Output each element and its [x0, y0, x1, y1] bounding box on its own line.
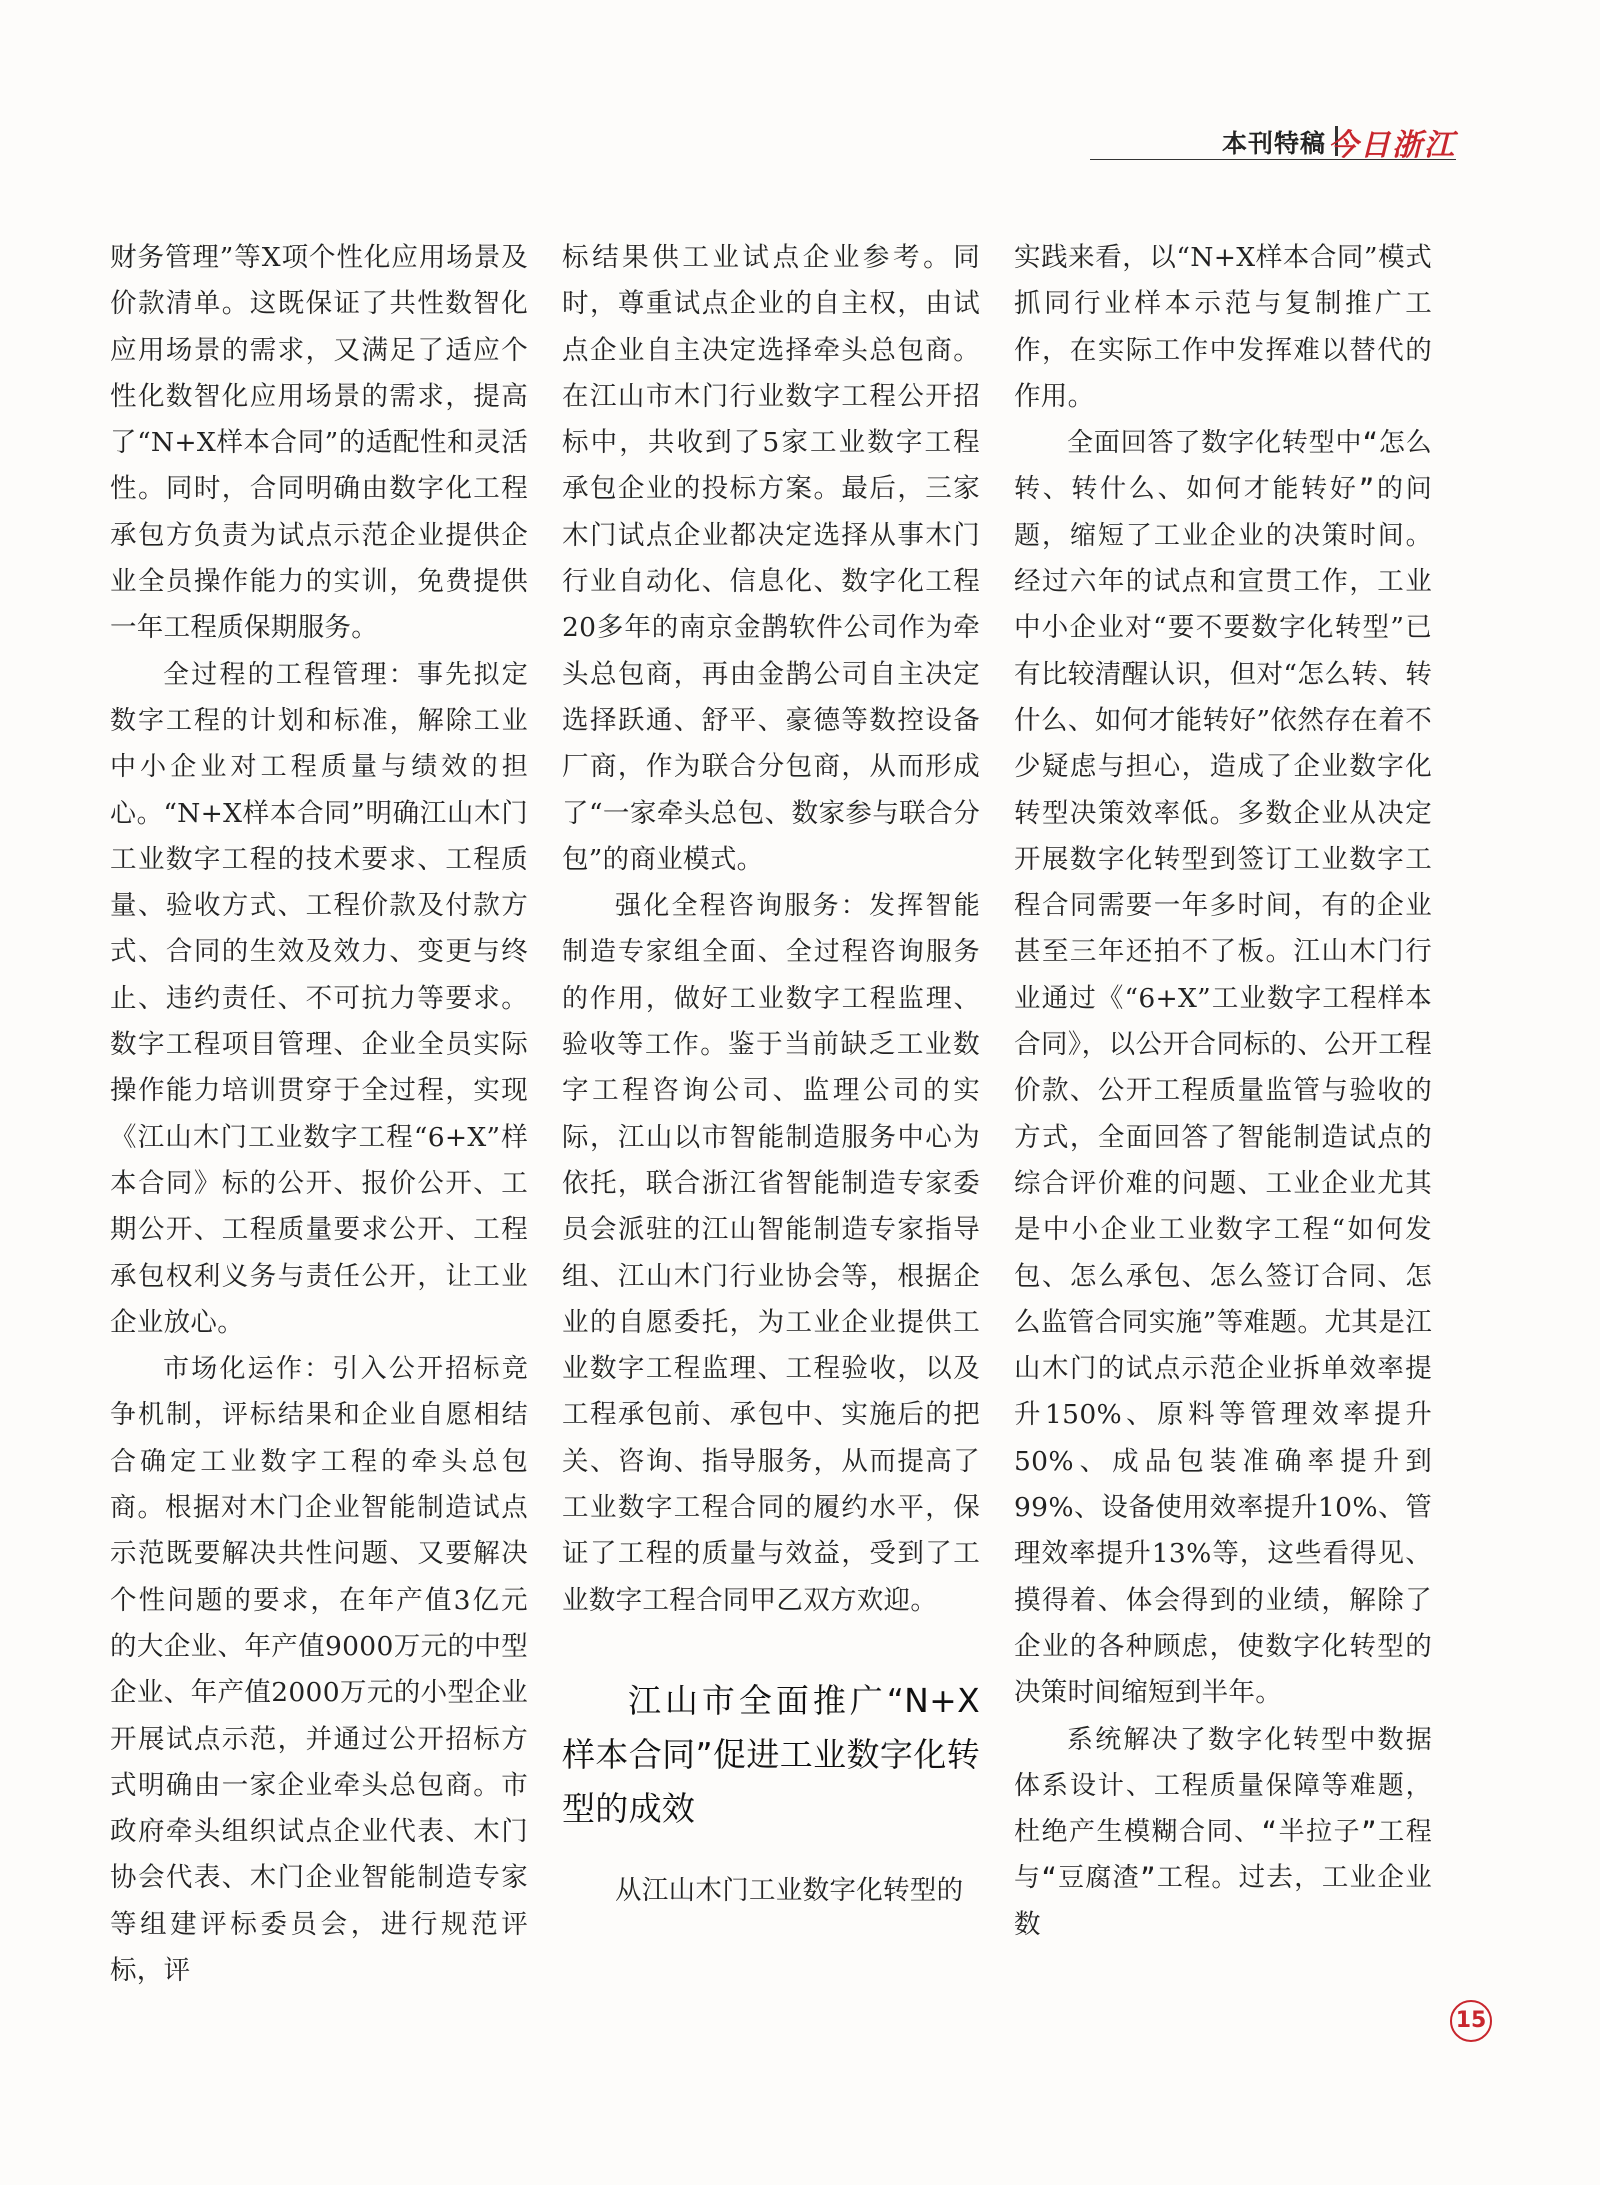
column-1 — [110, 235, 528, 1994]
paragraph: 实践来看，以“N+X样本合同”模式抓同行业样本示范与复制推广工作，在实际工作中发挥难以替代的作用。 — [1014, 242, 1432, 412]
paragraph-body: 根据对木门企业智能制造试点示范既要解决共性问题、又要解决个性问题的要求，在年产值3亿元的大企业、年产值9000万元的中型企业、年产值2000万元的小型企业开展试点示范，并通过公开招标方式明确由一家企业牵头总包商。市政府牵头组织试点企业代表、木门协会代表、木门企业智能制造专家等组建评标委员会，进行规范评标，评 — [110, 1492, 528, 1986]
header-rule — [1090, 159, 1456, 160]
column-3 — [1014, 235, 1432, 1948]
paragraph-lead: 系统解决了数字化转型中数据体系设计、工程质量保障等难题，杜绝产生模糊合同、“半拉子”工程与“豆腐渣”工程。 — [1014, 1724, 1432, 1894]
paragraph: 标结果供工业试点企业参考。同时，尊重试点企业的自主权，由试点企业自主决定选择牵头总包商。在江山市木门行业数字工程公开招标中，共收到了5家工业数字工程承包企业的投标方案。最后，三家木门试点企业都决定选择从事木门行业自动化、信息化、数字化工程20多年的南京金鹊软件公司作为牵头总包商，再由金鹊公司自主决定选择跃通、舒平、豪德等数控设备厂商，作为联合分包商，从而形成了“一家牵头总包、数家参与联合分包”的商业模式。 — [562, 242, 980, 875]
section-heading: 江山市全面推广“N+X样本合同”促进工业数字化转型的成效 — [562, 1680, 980, 1828]
magazine-logo: 今日浙江 — [1328, 128, 1456, 163]
paragraph-body: 过去，工业企业数 — [1014, 1862, 1432, 1940]
paragraph — [110, 1346, 528, 1994]
section-title: 本刊特稿 — [1221, 129, 1326, 158]
paragraph-lead: 强化全程咨询服务：发挥智能制造专家组全面、全过程咨询服务的作用，做好工业数字工程监理、验收等工作。 — [562, 891, 980, 1061]
page-number: 15 — [1450, 2000, 1492, 2042]
column-2 — [562, 235, 980, 1914]
paragraph-body: “N+X样本合同”明确江山木门工业数字工程的技术要求、工程质量、验收方式、工程价款及付款方式、合同的生效及效力、变更与终止、违约责任、不可抗力等要求。数字工程项目管理、企业全员实际操作能力培训贯穿于全过程，实现《江山木门工业数字工程“6+X”样本合同》标的公开、报价公开、工期公开、工程质量要求公开、工程承包权利义务与责任公开，让工业企业放心。 — [110, 797, 528, 1338]
paragraph: 财务管理”等X项个性化应用场景及价款清单。这既保证了共性数智化应用场景的需求，又满足了适应个性化数智化应用场景的需求，提高了“N+X样本合同”的适配性和灵活性。同时，合同明确由数字化工程承包方负责为试点示范企业提供企业全员操作能力的实训，免费提供一年工程质保期服务。 — [110, 242, 528, 644]
paragraph-body: 经过六年的试点和宣贯工作，工业中小企业对“要不要数字化转型”已有比较清醒认识，但对“怎么转、转什么、如何才能转好”依然存在着不少疑虑与担心，造成了企业数字化转型决策效率低。多数企业从决定开展数字化转型到签订工业数字工程合同需要一年多时间，有的企业甚至三年还拍不了板。江山木门行业通过《“6+X”工业数字工程样本合同》，以公开合同标的、公开工程价款、公开工程质量监管与验收的方式，全面回答了智能制造试点的综合评价难的问题、工业企业尤其是中小企业工业数字工程“如何发包、怎么承包、怎么签订合同、怎么监管合同实施”等难题。尤其是江山木门的试点示范企业拆单效率提升150%、原料等管理效率提升50%、成品包装准确率提升到99%、设备使用效率提升10%、管理效率提升13%等，这些看得见、摸得着、体会得到的业绩，解除了企业的各种顾虑，使数字化转型的决策时间缩短到半年。 — [1014, 566, 1432, 1709]
paragraph — [1014, 420, 1432, 1716]
paragraph-body: 鉴于当前缺乏工业数字工程咨询公司、监理公司的实际，江山以市智能制造服务中心为依托，联合浙江省智能制造专家委员会派驻的江山智能制造专家指导组、江山木门行业协会等，根据企业的自愿委托，为工业企业提供工业数字工程监理、工程验收，以及工程承包前、承包中、实施后的把关、咨询、指导服务，从而提高了工业数字工程合同的履约水平，保证了工程的质量与效益，受到了工业数字工程合同甲乙双方欢迎。 — [562, 1029, 980, 1616]
paragraph — [1014, 1717, 1432, 1948]
paragraph — [110, 652, 528, 1346]
paragraph-lead: 全过程的工程管理：事先拟定数字工程的计划和标准，解除工业中小企业对工程质量与绩效的担心。 — [110, 659, 528, 829]
paragraph-lead: 市场化运作：引入公开招标竞争机制，评标结果和企业自愿相结合确定工业数字工程的牵头总包商。 — [110, 1354, 528, 1524]
page-header — [1090, 124, 1456, 164]
paragraph: 从江山木门工业数字化转型的 — [615, 1874, 964, 1906]
paragraph-lead: 全面回答了数字化转型中“怎么转、转什么、如何才能转好”的问题，缩短了工业企业的决策时间。 — [1014, 428, 1432, 551]
paragraph — [562, 883, 980, 1624]
